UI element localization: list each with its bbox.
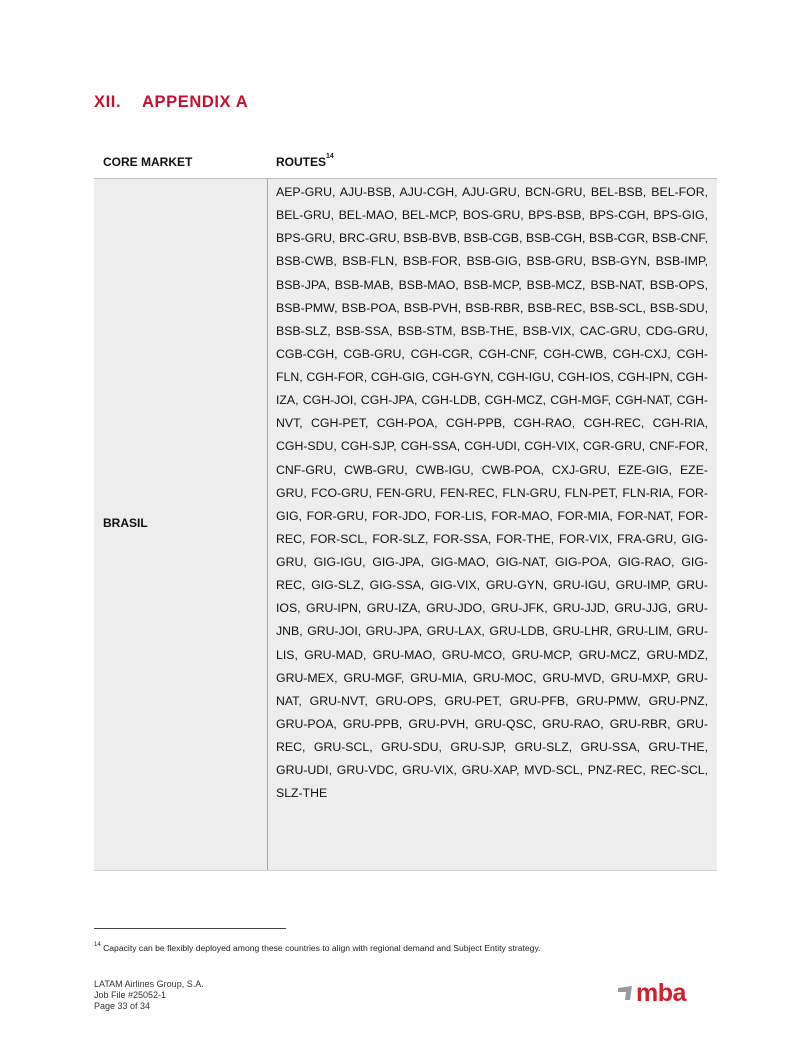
core-market-header: CORE MARKET — [103, 155, 193, 169]
footnote-text: Capacity can be flexibly deployed among these countries to align with regional demand and Subject Entity strategy. — [100, 943, 541, 953]
footnote — [94, 943, 541, 953]
table-header-row — [94, 150, 717, 178]
table-body-row — [94, 179, 717, 871]
page-number: Page 33 of 34 — [94, 1001, 151, 1012]
footnote-rule — [94, 928, 286, 929]
footnote-number: 14 — [94, 942, 101, 948]
routes-header-label: ROUTES — [276, 155, 327, 169]
logo-text: mba — [636, 980, 686, 1006]
footer-company-info — [94, 979, 204, 1013]
routes-cell: AEP-GRU, AJU-BSB, AJU-CGH, AJU-GRU, BCN-GRU, BEL-BSB, BEL-FOR, BEL-GRU, BEL-MAO, BEL-MCP, BOS-GRU, BPS-BSB, BPS-CGH, BPS-GIG, BPS-GRU, BRC-GRU, BSB-BVB, BSB-CGB, BSB-CGH, BSB-CGR, BSB-CNF, BSB-CWB, BSB-FLN, BSB-FOR, BSB-GIG, BSB-GRU, BSB-GYN, BSB-IMP, BSB-JPA, BSB-MAB, BSB-MAO, BSB-MCP, BSB-MCZ, BSB-NAT, BSB-OPS, BSB-PMW, BSB-POA, BSB-PVH, BSB-RBR, BSB-REC, BSB-SCL, BSB-SDU, BSB-SLZ, BSB-SSA, BSB-STM, BSB-THE, BSB-VIX, CAC-GRU, CDG-GRU, CGB-CGH, CGB-GRU, CGH-CGR, CGH-CNF, CGH-CWB, CGH-CXJ, CGH-FLN, CGH-FOR, CGH-GIG, CGH-GYN, CGH-IGU, CGH-IOS, CGH-IPN, CGH-IZA, CGH-JOI, CGH-JPA, CGH-LDB, CGH-MCZ, CGH-MGF, CGH-NAT, CGH-NVT, CGH-PET, CGH-POA, CGH-PPB, CGH-RAO, CGH-REC, CGH-RIA, CGH-SDU, CGH-SJP, CGH-SSA, CGH-UDI, CGH-VIX, CGR-GRU, CNF-FOR, CNF-GRU, CWB-GRU, CWB-IGU, CWB-POA, CXJ-GRU, EZE-GIG, EZE-GRU, FCO-GRU, FEN-GRU, FEN-REC, FLN-GRU, FLN-PET, FLN-RIA, FOR-GIG, FOR-GRU, FOR-JDO, FOR-LIS, FOR-MAO, FOR-MIA, FOR-NAT, FOR-REC, FOR-SCL, FOR-SLZ, FOR-SSA, FOR-THE, FOR-VIX, FRA-GRU, GIG-GRU, GIG-IGU, GIG-JPA, GIG-MAO, GIG-NAT, GIG-POA, GIG-RAO, GIG-REC, GIG-SLZ, GIG-SSA, GIG-VIX, GRU-GYN, GRU-IGU, GRU-IMP, GRU-IOS, GRU-IPN, GRU-IZA, GRU-JDO, GRU-JFK, GRU-JJD, GRU-JJG, GRU-JNB, GRU-JOI, GRU-JPA, GRU-LAX, GRU-LDB, GRU-LHR, GRU-LIM, GRU-LIS, GRU-MAD, GRU-MAO, GRU-MCO, GRU-MCP, GRU-MCZ, GRU-MDZ, GRU-MEX, GRU-MGF, GRU-MIA, GRU-MOC, GRU-MVD, GRU-MXP, GRU-NAT, GRU-NVT, GRU-OPS, GRU-PET, GRU-PFB, GRU-PMW, GRU-PNZ, GRU-POA, GRU-PPB, GRU-PVH, GRU-QSC, GRU-RAO, GRU-RBR, GRU-REC, GRU-SCL, GRU-SDU, GRU-SJP, GRU-SLZ, GRU-SSA, GRU-THE, GRU-UDI, GRU-VDC, GRU-VIX, GRU-XAP, MVD-SCL, PNZ-REC, REC-SCL, SLZ-THE — [276, 185, 708, 801]
section-number: XII. — [94, 93, 122, 111]
mba-logo — [614, 980, 714, 1006]
routes-header — [276, 155, 334, 169]
section-title: APPENDIX A — [142, 93, 249, 111]
company-name: LATAM Airlines Group, S.A. — [94, 979, 204, 989]
section-heading — [94, 93, 248, 112]
job-file: Job File #25052-1 — [94, 990, 167, 1001]
footnote-ref: 14 — [326, 153, 334, 160]
core-market-cell: BRASIL — [103, 516, 148, 530]
column-divider — [267, 179, 268, 870]
logo-mark-icon — [618, 986, 632, 1000]
